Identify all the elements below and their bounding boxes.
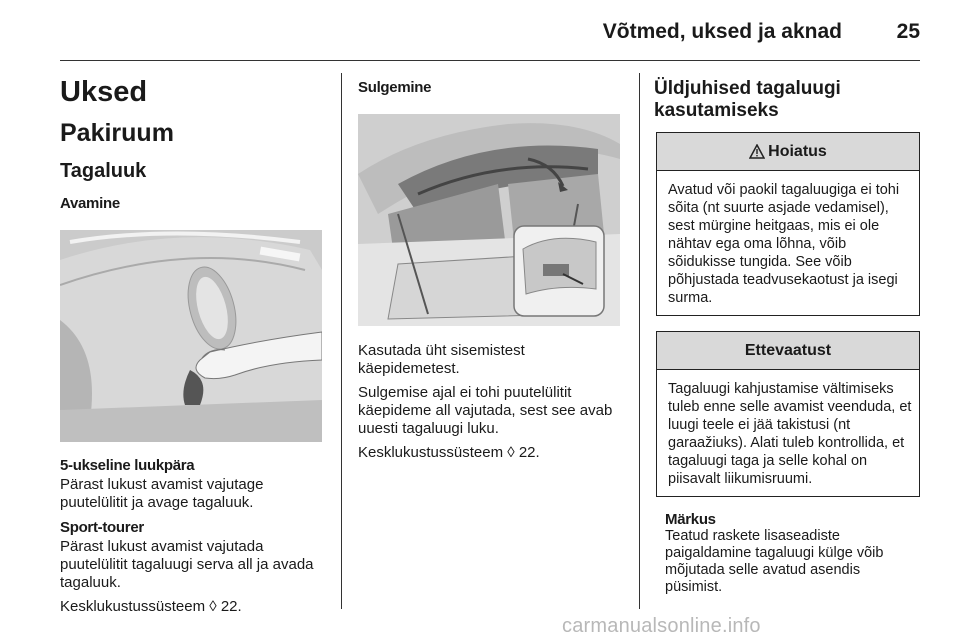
page-number: 25 <box>896 20 920 43</box>
paragraph: Kasutada üht sisemistest käepidemetest. <box>358 342 525 377</box>
watermark: carmanualsonline.info <box>562 615 761 637</box>
tailgate-closing-illustration <box>358 114 620 326</box>
variant-heading-sport-tourer: Sport-tourer <box>60 519 144 536</box>
warning-header <box>657 133 919 171</box>
note <box>654 511 920 596</box>
column-1 <box>60 68 326 622</box>
caution-text: Tagaluugi kahjustamise vältimiseks tuleb enne selle avamist veenduda, et luugi teele ei jää takistusi (nt garaažiuks). Alati tuleb kontrollida, et tagaluugi taga ja selle kohal on piisavalt liikumisruumi. <box>668 381 912 487</box>
warning-box <box>656 132 920 316</box>
column-divider <box>639 73 640 609</box>
paragraph: Pärast lukust avamist vajutada puutelülitit tagaluugi serva all ja avada tagaluuk. <box>60 538 314 591</box>
column-divider <box>341 73 342 609</box>
section-heading: Üldjuhised tagaluugi kasutamiseks <box>654 78 841 121</box>
variant-heading-hatchback: 5-ukseline luukpära <box>60 457 195 474</box>
column-3 <box>654 68 920 602</box>
reference-page: 22. <box>518 444 540 461</box>
chapter-heading: Uksed <box>60 76 148 108</box>
reference-page: 22. <box>220 598 242 615</box>
topic-heading: Sulgemine <box>358 79 432 96</box>
warning-title: Hoiatus <box>768 142 827 160</box>
warning-text: Avatud või paokil tagaluugiga ei tohi sõita (nt suurte asjade vedamisel), sest mürgine heitgaas, mis ei ole nähtav ega oma lõhna, võib sõidukisse tungida. See võib põhjustada teadvusekaotust ja isegi surma. <box>668 182 900 306</box>
tailgate-opening-illustration <box>60 230 322 442</box>
header-rule <box>60 60 920 61</box>
column-2 <box>358 68 624 468</box>
header-title: Võtmed, uksed ja aknad <box>602 20 842 43</box>
cross-reference[interactable] <box>60 598 326 616</box>
caution-box <box>656 331 920 497</box>
warning-triangle-icon <box>749 144 765 159</box>
cross-reference[interactable] <box>358 444 624 462</box>
paragraph: Pärast lukust avamist vajutage puutelülitit ja avage tagaluuk. <box>60 476 264 511</box>
subsection-heading: Tagaluuk <box>60 160 147 182</box>
reference-text: Kesklukustussüsteem <box>60 598 206 615</box>
reference-arrow-icon: ◊ <box>209 598 217 615</box>
topic-heading: Avamine <box>60 195 120 212</box>
paragraph: Sulgemise ajal ei tohi puutelülitit käepideme all vajutada, sest see avab uuesti tagaluugi luku. <box>358 384 613 437</box>
reference-arrow-icon: ◊ <box>507 444 515 461</box>
section-heading: Pakiruum <box>60 119 174 147</box>
reference-text: Kesklukustussüsteem <box>358 444 504 461</box>
note-title: Märkus <box>665 511 716 528</box>
caution-header: Ettevaatust <box>657 332 919 370</box>
note-text: Teatud raskete lisaseadiste paigaldamine tagaluugi külge võib mõjutada selle avatud asendis püsimist. <box>665 528 884 595</box>
